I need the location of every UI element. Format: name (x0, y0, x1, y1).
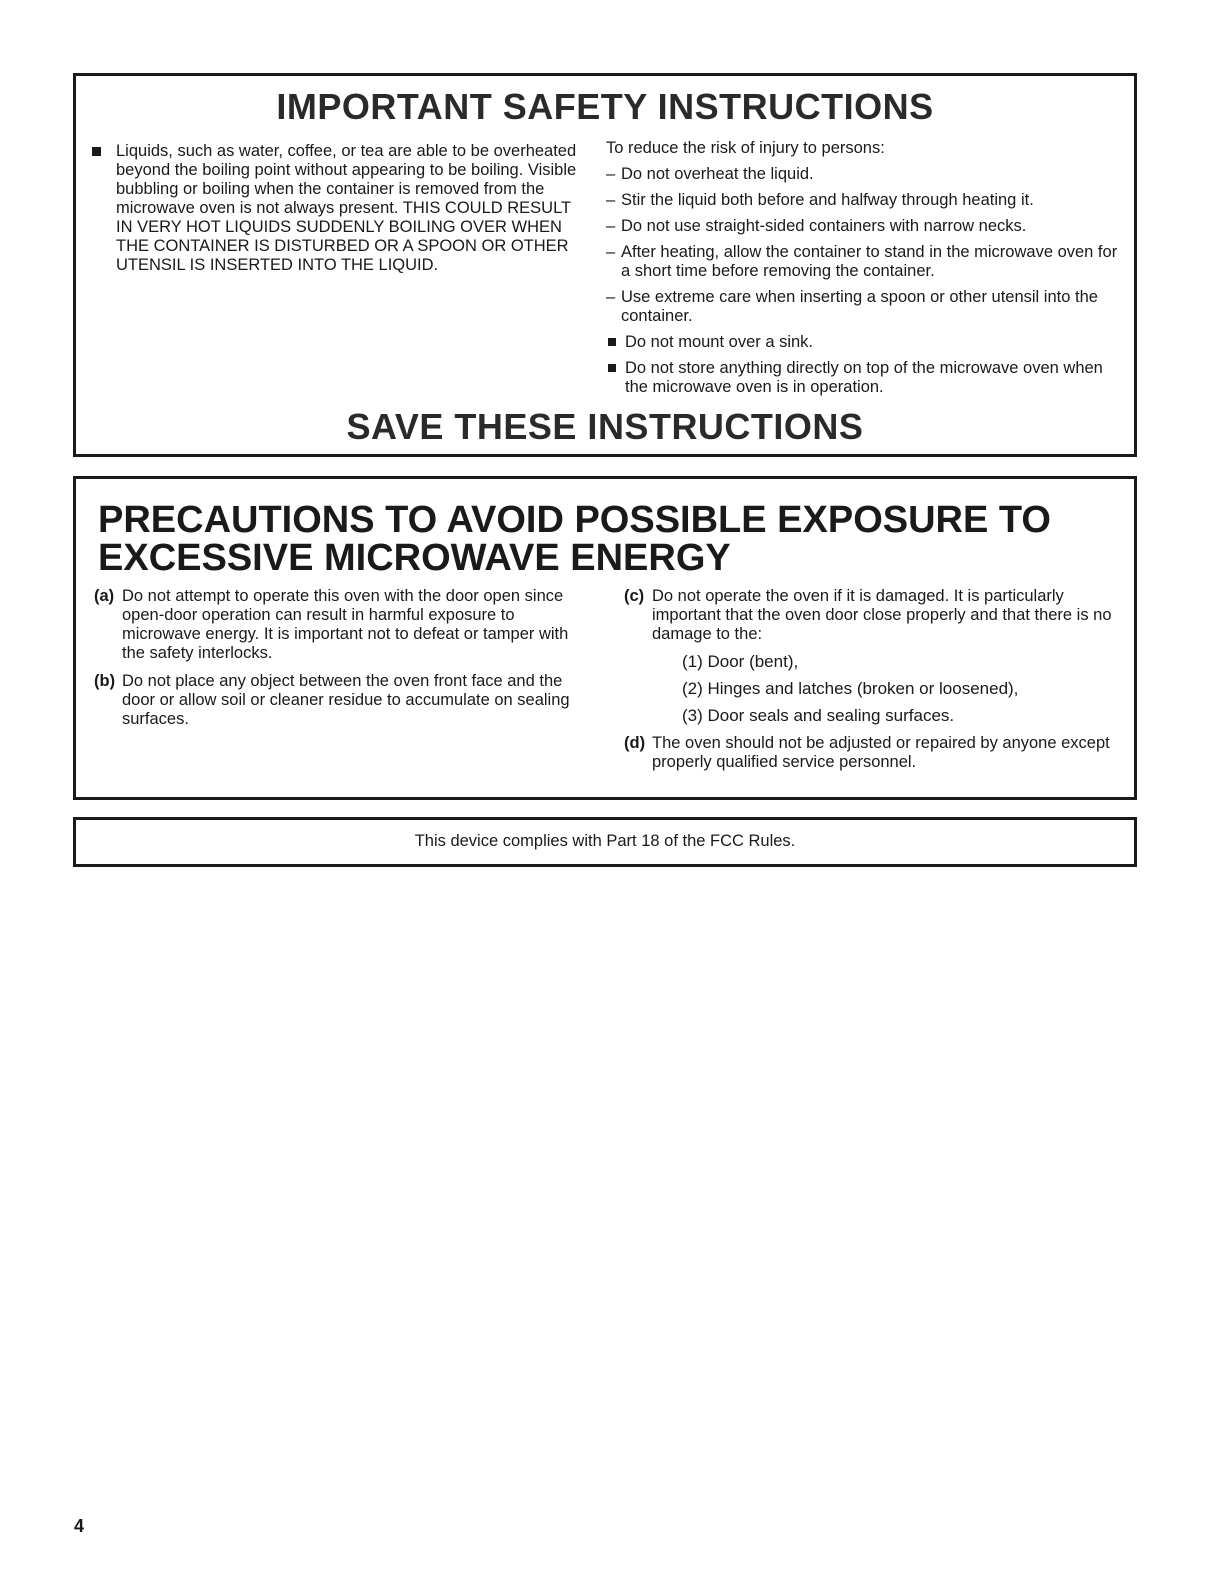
list-item: – Use extreme care when inserting a spoon or other utensil into the container. (606, 288, 1098, 325)
list-item (94, 672, 594, 729)
risk-intro: To reduce the risk of injury to persons: (606, 139, 885, 157)
item-label: (d) (624, 734, 646, 752)
liquids-warning-text: Liquids, such as water, coffee, or tea are able to be overheated beyond the boiling point without appearing to be boiling. Visible bubbling or boiling when the container is removed from the microwave oven is not always present. THIS COULD RESULT IN VERY HOT LIQUIDS SUDDENLY BOILING OVER WHEN THE CONTAINER IS DISTURBED OR A SPOON OR OTHER UTENSIL IS INSERTED INTO THE LIQUID. (116, 142, 577, 274)
item-text: Do not place any object between the oven front face and the door or allow soil or cleaner residue to accumulate on sealing surfaces. (122, 672, 570, 728)
list-item (606, 333, 1126, 352)
list-item: – Do not overheat the liquid. (606, 165, 814, 183)
dash-item-text: Stir the liquid both before and halfway through heating it. (621, 191, 1034, 209)
list-item (624, 734, 1124, 772)
list-item (92, 142, 582, 275)
precautions-left-column (94, 587, 594, 738)
bullet-square-icon (608, 364, 616, 372)
list-item (624, 587, 1124, 725)
bullet-item-text: Do not store anything directly on top of the microwave oven when the microwave oven is in operation. (625, 359, 1103, 396)
item-text: Do not operate the oven if it is damaged. It is particularly important that the oven door close properly and that there is no damage to the: (652, 587, 1112, 643)
dash-item-text: Use extreme care when inserting a spoon or other utensil into the container. (621, 288, 1098, 325)
page-number: 4 (74, 1516, 85, 1536)
item-text: The oven should not be adjusted or repaired by anyone except properly qualified service personnel. (652, 734, 1110, 771)
safety-instructions-box (73, 73, 1137, 457)
item-label: (a) (94, 587, 115, 605)
list-item (606, 359, 1126, 397)
sub-item: (2) Hinges and latches (broken or loosened), (682, 679, 1019, 698)
sub-item: (3) Door seals and sealing surfaces. (682, 706, 955, 725)
dash-item-text: Do not use straight-sided containers with narrow necks. (621, 217, 1027, 235)
precautions-title: PRECAUTIONS TO AVOID POSSIBLE EXPOSURE TO EXCESSIVE MICROWAVE ENERGY (98, 499, 1051, 579)
dash-item-text: Do not overheat the liquid. (621, 165, 814, 183)
item-label: (b) (94, 672, 116, 690)
fcc-compliance-text: This device complies with Part 18 of the FCC Rules. (414, 832, 796, 850)
sub-item: (1) Door (bent), (682, 652, 799, 671)
safety-left-column (92, 142, 582, 275)
safety-right-column (606, 139, 1126, 397)
bullet-square-icon (608, 338, 616, 346)
save-instructions-title: SAVE THESE INSTRUCTIONS (346, 406, 864, 447)
bullet-item-text: Do not mount over a sink. (625, 333, 814, 351)
list-item: – After heating, allow the container to stand in the microwave oven for a short time before removing the container. (606, 243, 1118, 280)
item-label: (c) (624, 587, 645, 605)
item-text: Do not attempt to operate this oven with the door open since open-door operation can result in harmful exposure to microwave energy. It is important not to defeat or tamper with the safety interlocks. (122, 587, 569, 662)
list-item (94, 587, 594, 663)
list-item: – Do not use straight-sided containers with narrow necks. (606, 217, 1027, 235)
dash-item-text: After heating, allow the container to stand in the microwave oven for a short time before removing the container. (621, 243, 1118, 280)
list-item: – Stir the liquid both before and halfway through heating it. (606, 191, 1034, 209)
bullet-square-icon (92, 147, 101, 156)
precautions-box (73, 476, 1137, 800)
safety-title: IMPORTANT SAFETY INSTRUCTIONS (276, 86, 934, 127)
fcc-box (73, 817, 1137, 867)
precautions-right-column (624, 587, 1124, 781)
